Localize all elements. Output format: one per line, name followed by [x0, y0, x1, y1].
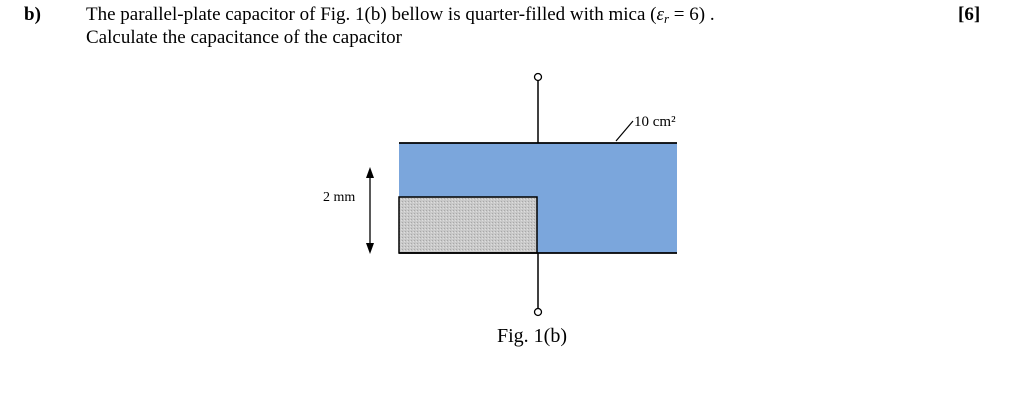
gap-label: 2 mm	[323, 190, 356, 205]
mica-region	[399, 197, 537, 253]
figure-caption: Fig. 1(b)	[497, 325, 567, 347]
question-text-before: The parallel-plate capacitor of Fig. 1(b) bellow is quarter-filled with mica (	[86, 4, 657, 25]
area-label: 10 cm²	[634, 114, 676, 130]
epsilon-subscript: r	[663, 11, 670, 26]
epsilon-symbol: ε	[656, 4, 664, 25]
area-leader-line	[616, 121, 633, 141]
bottom-terminal	[535, 309, 542, 316]
gap-arrow-down	[366, 243, 374, 254]
question-text-after: = 6) .	[669, 4, 715, 25]
marks-badge: [6]	[958, 4, 981, 25]
question-label: b)	[24, 4, 41, 25]
gap-arrow-up	[366, 167, 374, 178]
top-terminal	[535, 74, 542, 81]
question-text-line2: Calculate the capacitance of the capacitor	[86, 27, 402, 48]
